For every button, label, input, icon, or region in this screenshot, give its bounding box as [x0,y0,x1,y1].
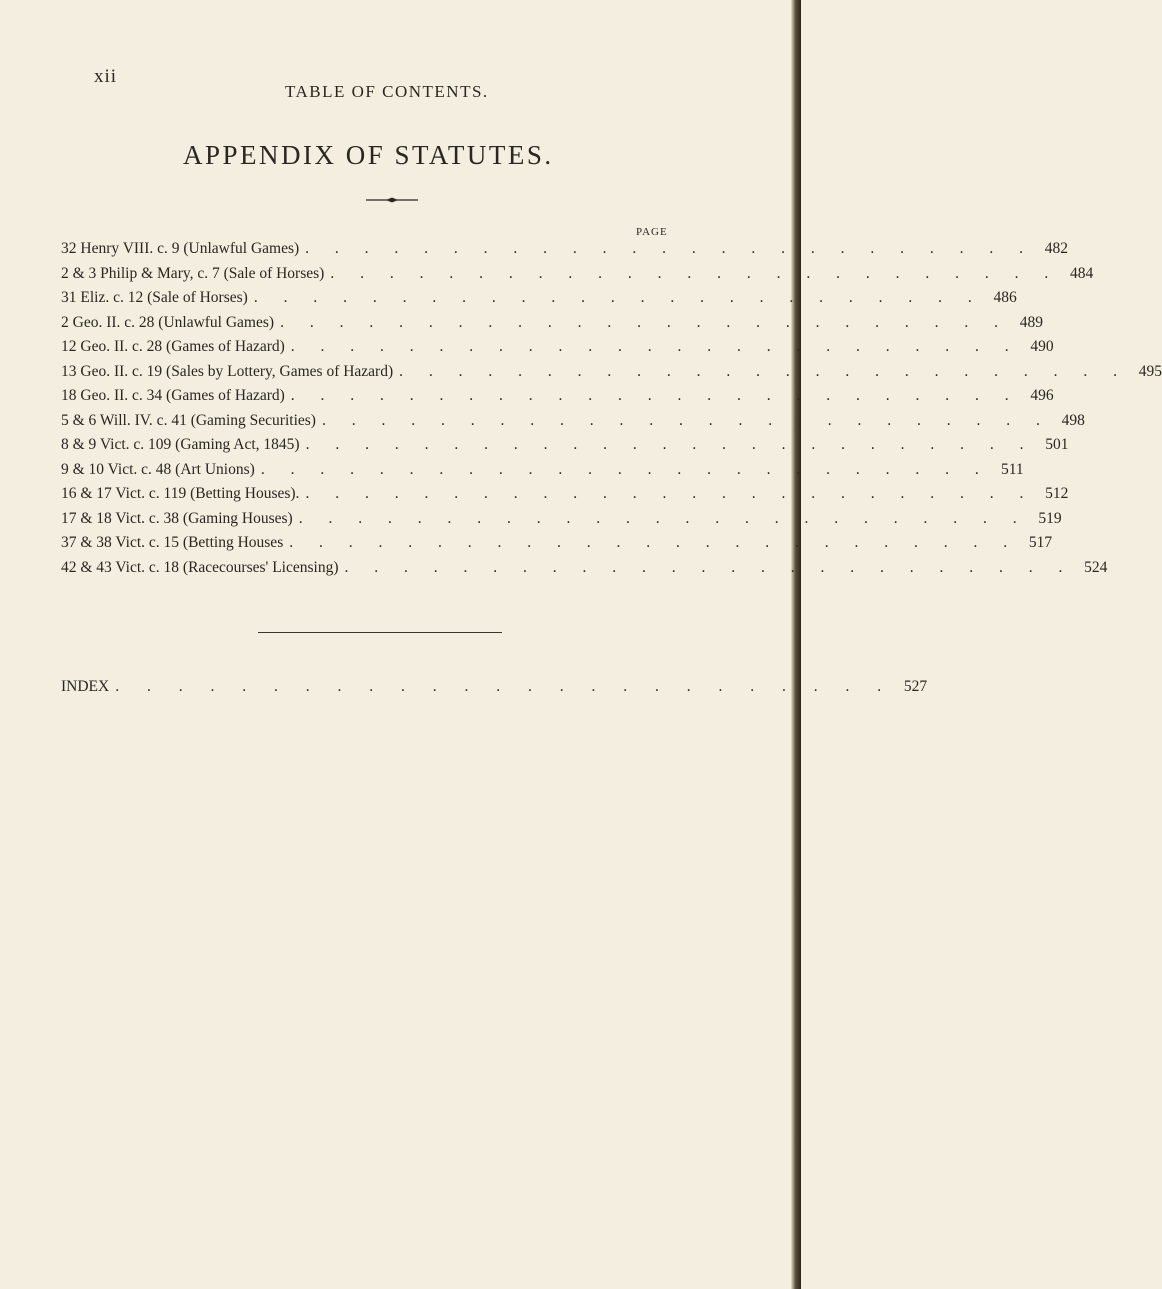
statute-entry[interactable] [61,558,1108,584]
dot-leader: . . . . . . . . . . . . . . . . . . . . . . . . . [290,387,1020,404]
page-edge [791,0,801,1289]
statute-page-number: 484 [1069,264,1094,282]
statute-page-number: 495 [1138,362,1162,380]
statute-page-number: 517 [1028,534,1053,551]
divider-rule [258,632,502,633]
statute-page-number: 512 [1045,485,1069,502]
index-label: INDEX [61,678,110,695]
statute-entry[interactable] [61,387,1054,412]
statute-entry[interactable] [61,460,1024,486]
statute-entry[interactable] [61,509,1062,535]
dot-leader: . . . . . . . . . . . . . . . . . . . . . . . . . [399,362,1129,380]
statute-title: 42 & 43 Vict. c. 18 (Racecourses' Licensing) [61,558,339,576]
dot-leader: . . . . . . . . . . . . . . . . . . . . . . . . . [298,509,1028,527]
statute-title: 2 & 3 Philip & Mary, c. 7 (Sale of Horses) [61,264,325,282]
dot-leader: . . . . . . . . . . . . . . . . . . . . . . . . . [321,411,1051,429]
dot-leader: . . . . . . . . . . . . . . . . . . . . . . . . . [289,534,1019,551]
statute-title: 37 & 38 Vict. c. 15 (Betting Houses [61,534,284,551]
statute-entry[interactable] [61,534,1053,559]
statute-page-number: 498 [1061,411,1085,429]
statute-entry[interactable] [61,411,1085,437]
dot-leader: . . . . . . . . . . . . . . . . . . . . . . . . . [115,678,894,695]
dot-leader: . . . . . . . . . . . . . . . . . . . . . . . . . [260,460,990,478]
statute-page-number: 511 [1001,460,1024,478]
ornament-divider [366,196,418,204]
statute-page-number: 501 [1045,436,1069,453]
statute-entry[interactable] [61,436,1069,461]
statute-page-number: 490 [1030,338,1054,355]
statute-page-number: 524 [1084,558,1108,576]
statute-title: 16 & 17 Vict. c. 119 (Betting Houses). [61,485,300,502]
page-column-label: PAGE [636,226,668,238]
statute-page-number: 519 [1038,509,1062,527]
appendix-title: APPENDIX OF STATUTES. [183,140,554,170]
statute-title: 17 & 18 Vict. c. 38 (Gaming Houses) [61,509,293,527]
dot-leader: . . . . . . . . . . . . . . . . . . . . . . . . . [253,289,983,306]
statute-title: 32 Henry VIII. c. 9 (Unlawful Games) [61,240,300,257]
statute-entry[interactable] [61,289,1017,314]
page-number: xii [94,66,118,87]
dot-leader: . . . . . . . . . . . . . . . . . . . . . . . . . [290,338,1020,355]
statute-title: 8 & 9 Vict. c. 109 (Gaming Act, 1845) [61,436,300,453]
statute-entry[interactable] [61,240,1069,265]
statute-entry[interactable] [61,338,1054,363]
statute-entry[interactable] [61,264,1094,290]
statute-title: 13 Geo. II. c. 19 (Sales by Lottery, Games of Hazard) [61,362,394,380]
statute-title: 31 Eliz. c. 12 (Sale of Horses) [61,289,248,306]
dot-leader: . . . . . . . . . . . . . . . . . . . . . . . . . [305,485,1035,502]
statute-title: 5 & 6 Will. IV. c. 41 (Gaming Securities) [61,411,316,429]
statute-entry[interactable] [61,362,1162,388]
dot-leader: . . . . . . . . . . . . . . . . . . . . . . . . . [305,240,1035,257]
statute-entry[interactable] [61,485,1069,510]
dot-leader: . . . . . . . . . . . . . . . . . . . . . . . . . [344,558,1074,576]
statute-page-number: 482 [1044,240,1069,257]
running-head: TABLE OF CONTENTS. [285,82,489,101]
statute-page-number: 486 [993,289,1017,306]
statute-page-number: 496 [1030,387,1054,404]
dot-leader: . . . . . . . . . . . . . . . . . . . . . . . . . [280,313,1009,331]
index-entry[interactable] [61,678,928,696]
statute-title: 18 Geo. II. c. 34 (Games of Hazard) [61,387,285,404]
dot-leader: . . . . . . . . . . . . . . . . . . . . . . . . . [330,264,1060,282]
statute-title: 12 Geo. II. c. 28 (Games of Hazard) [61,338,285,355]
index-page-number: 527 [903,678,928,695]
statute-title: 9 & 10 Vict. c. 48 (Art Unions) [61,460,255,478]
statute-list [61,240,1162,583]
statute-entry[interactable] [61,313,1043,339]
statute-page-number: 489 [1019,313,1043,331]
dot-leader: . . . . . . . . . . . . . . . . . . . . . . . . . [305,436,1035,453]
statute-title: 2 Geo. II. c. 28 (Unlawful Games) [61,313,275,331]
